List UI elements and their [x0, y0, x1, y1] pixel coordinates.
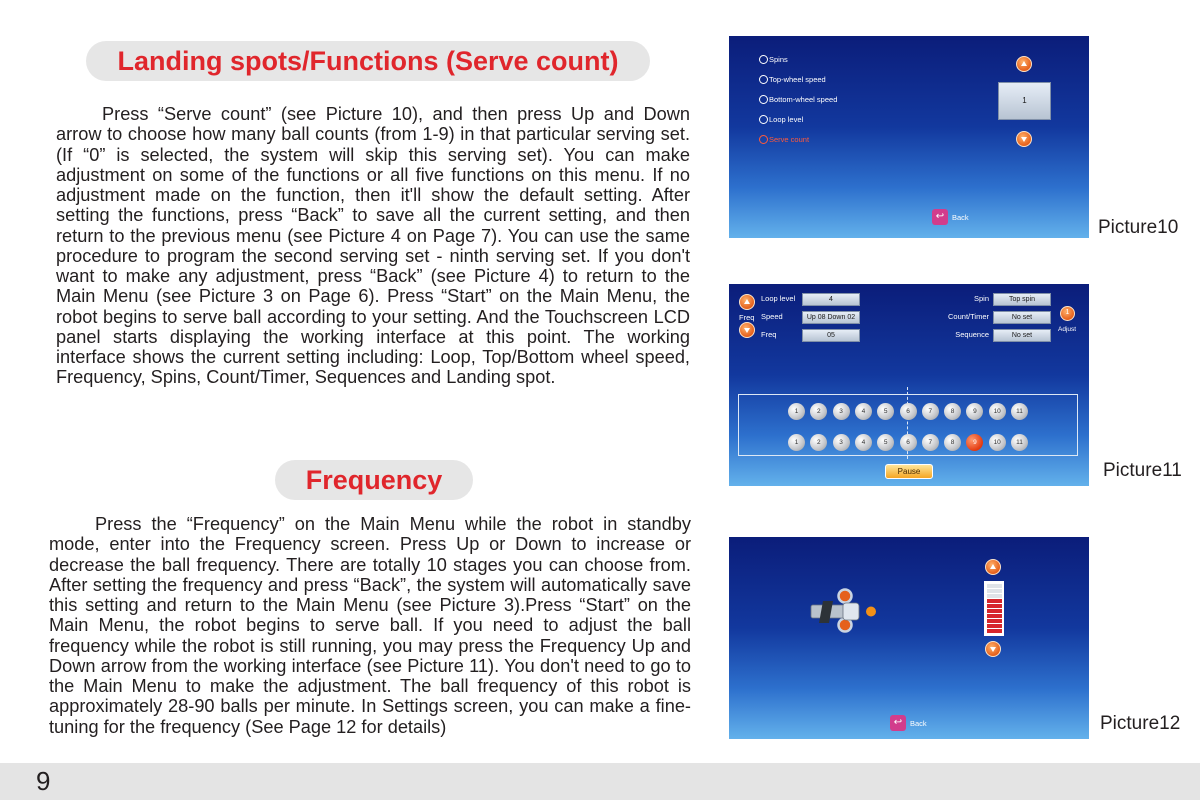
landing-spot-button[interactable]: 1 — [788, 403, 805, 420]
section-body-landing-spots — [56, 104, 690, 388]
landing-spot-button[interactable]: 7 — [922, 403, 939, 420]
menu-item-icon — [759, 115, 768, 124]
menu-item[interactable] — [759, 95, 837, 104]
menu-item-label: Spins — [769, 55, 788, 64]
frequency-level-bar — [984, 581, 1004, 636]
landing-spot-button[interactable]: 6 — [900, 403, 917, 420]
level-segment — [987, 594, 1002, 598]
menu-item[interactable] — [759, 75, 826, 84]
landing-spot-button[interactable]: 7 — [922, 434, 939, 451]
menu-item-icon — [759, 135, 768, 144]
field-label: Count/Timer — [948, 312, 989, 321]
field-label: Freq — [761, 330, 777, 339]
landing-spot-button[interactable]: 3 — [833, 434, 850, 451]
landing-spot-button[interactable]: 4 — [855, 434, 872, 451]
page-number: 9 — [36, 766, 51, 796]
picture10-screen — [729, 36, 1089, 238]
level-segment — [987, 614, 1002, 618]
back-arrow-icon: ↩ — [932, 209, 948, 225]
landing-spot-button[interactable]: 10 — [989, 403, 1006, 420]
field-label: Speed — [761, 312, 783, 321]
picture12-caption: Picture12 — [1100, 713, 1181, 734]
field-value: No set — [993, 329, 1051, 342]
landing-spot-button[interactable]: 1 — [788, 434, 805, 451]
adjust-badge[interactable]: 1 — [1060, 306, 1075, 321]
landing-spot-button[interactable]: 8 — [944, 403, 961, 420]
pause-button[interactable]: Pause — [885, 464, 933, 479]
level-segment — [987, 624, 1002, 628]
landing-spot-button[interactable]: 8 — [944, 434, 961, 451]
menu-item-label: Bottom-wheel speed — [769, 95, 838, 104]
frequency-down-button[interactable] — [985, 641, 1001, 657]
level-segment — [987, 589, 1002, 593]
freq-up-button[interactable] — [739, 294, 755, 310]
menu-item-icon — [759, 55, 768, 64]
landing-spot-button[interactable]: 5 — [877, 403, 894, 420]
picture11-screen — [729, 284, 1089, 486]
adjust-label: Adjust — [1058, 326, 1077, 333]
freq-down-button[interactable] — [739, 322, 755, 338]
landing-spot-button[interactable]: 3 — [833, 403, 850, 420]
landing-spot-button[interactable]: 11 — [1011, 403, 1028, 420]
landing-spot-button[interactable]: 5 — [877, 434, 894, 451]
menu-item[interactable] — [759, 115, 803, 124]
field-label: Spin — [973, 294, 989, 303]
frequency-level-segments — [987, 584, 1002, 634]
landing-spot-button[interactable]: 9 — [966, 403, 983, 420]
field-label: Loop level — [761, 294, 796, 303]
menu-item-label: Top-wheel speed — [769, 75, 826, 84]
landing-spot-button[interactable]: 6 — [900, 434, 917, 451]
robot-head-icon — [809, 587, 879, 637]
picture12-screen — [729, 537, 1089, 739]
level-segment — [987, 609, 1002, 613]
back-label: Back — [952, 212, 969, 222]
field-value: Up 08 Down 02 — [802, 311, 860, 324]
value-up-button[interactable] — [1016, 56, 1032, 72]
landing-spot-button[interactable]: 4 — [855, 403, 872, 420]
menu-item-label: Serve count — [769, 135, 810, 144]
freq-side-label: Freq — [739, 313, 755, 322]
level-segment — [987, 629, 1002, 633]
value-down-button[interactable] — [1016, 131, 1032, 147]
menu-item-icon — [759, 95, 768, 104]
back-arrow-icon: ↩ — [890, 715, 906, 731]
picture10-caption: Picture10 — [1098, 217, 1179, 238]
field-value: 05 — [802, 329, 860, 342]
landing-spot-button[interactable]: 9 — [966, 434, 983, 451]
landing-spot-button[interactable]: 2 — [810, 434, 827, 451]
paragraph: Press “Serve count” (see Picture 10), and then press Up and Down arrow to choose how many ball counts (from 1-9) in that particular serving set. (If “0” is selected, the system will skip this serving set). You can make adjustment on some of the functions or all five functions on this menu. If no adjustment made on the function, then it'll show the default setting. After setting the functions, press “Back” to save all the current setting, and then return to the previous menu (see Picture 4 on Page 7). You can use the same procedure to program the second serving set - ninth serving set. If you don't want to make any adjustment, press “Back” (see Picture 4) to return to the Main Menu (see Picture 3 on Page 6). Press “Start” on the Main Menu, the robot begins to serve ball according to your setting. And the Touchscreen LCD panel starts displaying the working interface at this point. The working interface shows the current setting including: Loop, Top/Bottom wheel speed, Frequency, Spins, Count/Timer, Sequences and Landing spot. — [56, 104, 690, 388]
page-footer — [0, 763, 1200, 800]
field-label: Sequence — [955, 330, 989, 339]
back-button[interactable] — [932, 209, 969, 225]
landing-spot-button[interactable]: 10 — [989, 434, 1006, 451]
frequency-up-button[interactable] — [985, 559, 1001, 575]
menu-item[interactable] — [759, 135, 809, 144]
section-title-landing-spots: Landing spots/Functions (Serve count) — [86, 41, 650, 81]
section-title-frequency: Frequency — [275, 460, 473, 500]
picture11-caption: Picture11 — [1103, 460, 1182, 481]
field-value: Top spin — [993, 293, 1051, 306]
menu-item-icon — [759, 75, 768, 84]
level-segment — [987, 619, 1002, 623]
field-value: 4 — [802, 293, 860, 306]
back-label: Back — [910, 718, 927, 728]
menu-item-label: Loop level — [769, 115, 804, 124]
level-segment — [987, 584, 1002, 588]
section-body-frequency — [49, 514, 691, 737]
field-value: No set — [993, 311, 1051, 324]
landing-spot-button[interactable]: 11 — [1011, 434, 1028, 451]
menu-item[interactable] — [759, 55, 788, 64]
back-button[interactable] — [890, 715, 927, 731]
level-segment — [987, 599, 1002, 603]
landing-spot-button[interactable]: 2 — [810, 403, 827, 420]
serve-count-value: 1 — [998, 82, 1051, 120]
paragraph: Press the “Frequency” on the Main Menu while the robot in standby mode, enter into the Frequency screen. Press Up or Down to increase or decrease the ball frequency. There are totally 10 stages you can choose from. After setting the frequency and press “Back”, the system will automatically save this setting and return to the Main Menu (see Picture 3).Press “Start” on the Main Menu, the robot begins to serve ball. If you need to adjust the ball frequency while the robot is still running, you may press the Frequency Up and Down arrow from the working interface (see Picture 11). You don't need to go to the Main Menu to make the adjustment. The ball frequency of this robot is approximately 28-90 balls per minute. In Settings screen, you can make a fine-tuning for the frequency (See Page 12 for details) — [49, 514, 691, 737]
level-segment — [987, 604, 1002, 608]
